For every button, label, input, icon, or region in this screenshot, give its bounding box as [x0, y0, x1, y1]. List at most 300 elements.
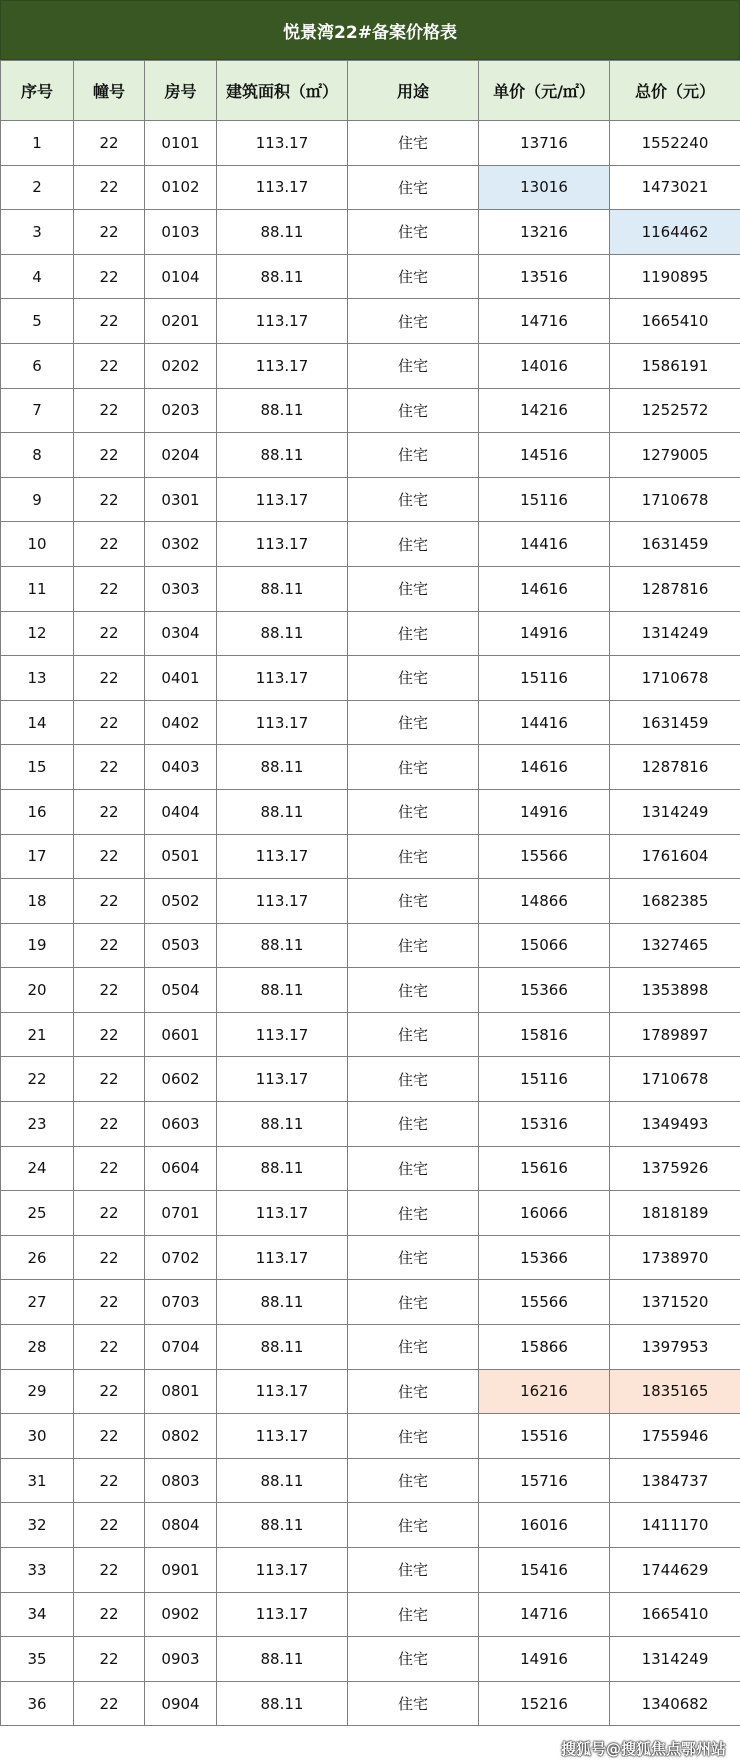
cell-unit-price: 14916 — [479, 1637, 610, 1682]
cell-unit-price: 13516 — [479, 254, 610, 299]
cell-usage: 住宅 — [348, 789, 479, 834]
cell-area: 88.11 — [217, 433, 348, 478]
cell-unit-price: 14716 — [479, 299, 610, 344]
cell-index: 4 — [1, 254, 74, 299]
cell-building: 22 — [74, 879, 145, 924]
table-row — [1, 1503, 740, 1548]
cell-area: 113.17 — [217, 1548, 348, 1593]
cell-total-price: 1375926 — [610, 1146, 740, 1191]
cell-total-price: 1755946 — [610, 1414, 740, 1459]
cell-total-price: 1710678 — [610, 1057, 740, 1102]
cell-area: 113.17 — [217, 879, 348, 924]
table-row — [1, 210, 740, 255]
cell-usage: 住宅 — [348, 1369, 479, 1414]
cell-usage: 住宅 — [348, 1458, 479, 1503]
cell-room: 0904 — [145, 1681, 217, 1726]
cell-index: 22 — [1, 1057, 74, 1102]
cell-usage: 住宅 — [348, 165, 479, 210]
cell-index: 24 — [1, 1146, 74, 1191]
cell-room: 0503 — [145, 923, 217, 968]
table-row — [1, 968, 740, 1013]
cell-building: 22 — [74, 522, 145, 567]
table-row — [1, 1280, 740, 1325]
cell-index: 16 — [1, 789, 74, 834]
cell-usage: 住宅 — [348, 1325, 479, 1370]
cell-usage: 住宅 — [348, 433, 479, 478]
cell-index: 35 — [1, 1637, 74, 1682]
cell-unit-price: 15566 — [479, 1280, 610, 1325]
cell-building: 22 — [74, 1414, 145, 1459]
cell-area: 113.17 — [217, 165, 348, 210]
cell-building: 22 — [74, 1012, 145, 1057]
cell-area: 88.11 — [217, 388, 348, 433]
cell-total-price: 1411170 — [610, 1503, 740, 1548]
table-row — [1, 834, 740, 879]
cell-room: 0601 — [145, 1012, 217, 1057]
cell-total-price: 1789897 — [610, 1012, 740, 1057]
cell-building: 22 — [74, 834, 145, 879]
cell-building: 22 — [74, 611, 145, 656]
cell-unit-price: 15066 — [479, 923, 610, 968]
cell-index: 27 — [1, 1280, 74, 1325]
cell-index: 11 — [1, 566, 74, 611]
table-row — [1, 343, 740, 388]
cell-room: 0302 — [145, 522, 217, 567]
cell-index: 12 — [1, 611, 74, 656]
cell-room: 0602 — [145, 1057, 217, 1102]
watermark: 搜狐号@搜狐焦点鄂州站 — [560, 1740, 726, 1758]
cell-area: 113.17 — [217, 834, 348, 879]
cell-room: 0702 — [145, 1235, 217, 1280]
cell-usage: 住宅 — [348, 745, 479, 790]
cell-unit-price: 13716 — [479, 121, 610, 166]
table-row — [1, 656, 740, 701]
cell-usage: 住宅 — [348, 879, 479, 924]
cell-index: 26 — [1, 1235, 74, 1280]
cell-index: 25 — [1, 1191, 74, 1236]
table-row — [1, 254, 740, 299]
cell-usage: 住宅 — [348, 343, 479, 388]
cell-usage: 住宅 — [348, 1191, 479, 1236]
table-row — [1, 923, 740, 968]
cell-unit-price: 14916 — [479, 789, 610, 834]
cell-building: 22 — [74, 121, 145, 166]
cell-total-price: 1349493 — [610, 1102, 740, 1147]
cell-area: 113.17 — [217, 299, 348, 344]
cell-unit-price: 14866 — [479, 879, 610, 924]
cell-building: 22 — [74, 1102, 145, 1147]
cell-unit-price: 14716 — [479, 1592, 610, 1637]
cell-building: 22 — [74, 700, 145, 745]
cell-total-price: 1314249 — [610, 611, 740, 656]
cell-building: 22 — [74, 210, 145, 255]
price-table — [0, 60, 740, 1726]
table-row — [1, 1681, 740, 1726]
cell-unit-price: 15616 — [479, 1146, 610, 1191]
header-row — [1, 61, 740, 121]
cell-area: 88.11 — [217, 1325, 348, 1370]
cell-index: 32 — [1, 1503, 74, 1548]
cell-total-price: 1835165 — [610, 1369, 740, 1414]
cell-index: 1 — [1, 121, 74, 166]
cell-usage: 住宅 — [348, 1280, 479, 1325]
cell-usage: 住宅 — [348, 522, 479, 567]
header-building: 幢号 — [74, 61, 145, 121]
cell-total-price: 1552240 — [610, 121, 740, 166]
table-row — [1, 388, 740, 433]
table-row — [1, 1191, 740, 1236]
cell-area: 88.11 — [217, 254, 348, 299]
cell-area: 113.17 — [217, 343, 348, 388]
table-row — [1, 121, 740, 166]
cell-total-price: 1631459 — [610, 522, 740, 567]
cell-index: 13 — [1, 656, 74, 701]
cell-usage: 住宅 — [348, 656, 479, 701]
cell-building: 22 — [74, 299, 145, 344]
cell-index: 9 — [1, 477, 74, 522]
cell-room: 0203 — [145, 388, 217, 433]
header-index: 序号 — [1, 61, 74, 121]
cell-unit-price: 15116 — [479, 477, 610, 522]
cell-area: 113.17 — [217, 656, 348, 701]
cell-index: 5 — [1, 299, 74, 344]
table-row — [1, 879, 740, 924]
cell-index: 7 — [1, 388, 74, 433]
cell-area: 113.17 — [217, 1592, 348, 1637]
cell-total-price: 1744629 — [610, 1548, 740, 1593]
cell-room: 0303 — [145, 566, 217, 611]
table-row — [1, 165, 740, 210]
cell-index: 15 — [1, 745, 74, 790]
table-row — [1, 522, 740, 567]
table-row — [1, 700, 740, 745]
cell-usage: 住宅 — [348, 700, 479, 745]
cell-usage: 住宅 — [348, 834, 479, 879]
cell-total-price: 1710678 — [610, 477, 740, 522]
cell-building: 22 — [74, 566, 145, 611]
cell-room: 0701 — [145, 1191, 217, 1236]
table-row — [1, 1458, 740, 1503]
table-row — [1, 1592, 740, 1637]
cell-building: 22 — [74, 789, 145, 834]
cell-room: 0801 — [145, 1369, 217, 1414]
cell-total-price: 1473021 — [610, 165, 740, 210]
cell-area: 113.17 — [217, 700, 348, 745]
cell-unit-price: 15116 — [479, 656, 610, 701]
cell-usage: 住宅 — [348, 477, 479, 522]
header-area: 建筑面积（㎡） — [217, 61, 348, 121]
table-title: 悦景湾22#备案价格表 — [0, 0, 740, 60]
cell-building: 22 — [74, 1325, 145, 1370]
cell-building: 22 — [74, 1637, 145, 1682]
cell-usage: 住宅 — [348, 1146, 479, 1191]
cell-room: 0604 — [145, 1146, 217, 1191]
cell-room: 0703 — [145, 1280, 217, 1325]
cell-total-price: 1665410 — [610, 299, 740, 344]
cell-total-price: 1314249 — [610, 1637, 740, 1682]
cell-room: 0304 — [145, 611, 217, 656]
cell-room: 0402 — [145, 700, 217, 745]
cell-usage: 住宅 — [348, 1681, 479, 1726]
table-row — [1, 477, 740, 522]
cell-index: 21 — [1, 1012, 74, 1057]
cell-total-price: 1586191 — [610, 343, 740, 388]
cell-area: 113.17 — [217, 1057, 348, 1102]
cell-unit-price: 15816 — [479, 1012, 610, 1057]
header-total-price: 总价（元） — [610, 61, 740, 121]
cell-total-price: 1353898 — [610, 968, 740, 1013]
cell-unit-price: 14616 — [479, 566, 610, 611]
cell-total-price: 1397953 — [610, 1325, 740, 1370]
cell-total-price: 1761604 — [610, 834, 740, 879]
table-body — [1, 121, 740, 1726]
cell-area: 88.11 — [217, 1637, 348, 1682]
cell-unit-price: 15116 — [479, 1057, 610, 1102]
cell-area: 88.11 — [217, 923, 348, 968]
cell-area: 113.17 — [217, 1235, 348, 1280]
table-row — [1, 1012, 740, 1057]
cell-total-price: 1287816 — [610, 745, 740, 790]
cell-building: 22 — [74, 1057, 145, 1102]
cell-index: 10 — [1, 522, 74, 567]
cell-room: 0301 — [145, 477, 217, 522]
cell-unit-price: 15866 — [479, 1325, 610, 1370]
cell-index: 14 — [1, 700, 74, 745]
cell-total-price: 1327465 — [610, 923, 740, 968]
cell-unit-price: 14916 — [479, 611, 610, 656]
cell-area: 113.17 — [217, 1191, 348, 1236]
cell-building: 22 — [74, 1681, 145, 1726]
cell-unit-price: 14016 — [479, 343, 610, 388]
cell-usage: 住宅 — [348, 1057, 479, 1102]
header-room: 房号 — [145, 61, 217, 121]
cell-unit-price: 15716 — [479, 1458, 610, 1503]
cell-room: 0603 — [145, 1102, 217, 1147]
cell-index: 19 — [1, 923, 74, 968]
cell-index: 31 — [1, 1458, 74, 1503]
cell-total-price: 1384737 — [610, 1458, 740, 1503]
cell-room: 0104 — [145, 254, 217, 299]
cell-room: 0201 — [145, 299, 217, 344]
cell-area: 113.17 — [217, 1012, 348, 1057]
cell-total-price: 1631459 — [610, 700, 740, 745]
cell-area: 88.11 — [217, 1503, 348, 1548]
cell-index: 29 — [1, 1369, 74, 1414]
cell-usage: 住宅 — [348, 1637, 479, 1682]
table-row — [1, 566, 740, 611]
cell-usage: 住宅 — [348, 968, 479, 1013]
cell-room: 0202 — [145, 343, 217, 388]
cell-room: 0204 — [145, 433, 217, 478]
cell-index: 17 — [1, 834, 74, 879]
cell-room: 0103 — [145, 210, 217, 255]
cell-room: 0504 — [145, 968, 217, 1013]
header-unit-price: 单价（元/㎡） — [479, 61, 610, 121]
cell-usage: 住宅 — [348, 388, 479, 433]
cell-building: 22 — [74, 1235, 145, 1280]
cell-index: 6 — [1, 343, 74, 388]
cell-usage: 住宅 — [348, 1235, 479, 1280]
cell-unit-price: 16216 — [479, 1369, 610, 1414]
cell-building: 22 — [74, 343, 145, 388]
cell-unit-price: 14416 — [479, 522, 610, 567]
cell-area: 88.11 — [217, 1102, 348, 1147]
cell-room: 0403 — [145, 745, 217, 790]
cell-area: 113.17 — [217, 121, 348, 166]
cell-unit-price: 15566 — [479, 834, 610, 879]
cell-usage: 住宅 — [348, 1012, 479, 1057]
header-usage: 用途 — [348, 61, 479, 121]
cell-room: 0502 — [145, 879, 217, 924]
cell-building: 22 — [74, 745, 145, 790]
cell-index: 28 — [1, 1325, 74, 1370]
cell-area: 88.11 — [217, 789, 348, 834]
cell-area: 88.11 — [217, 1458, 348, 1503]
cell-unit-price: 13216 — [479, 210, 610, 255]
cell-index: 3 — [1, 210, 74, 255]
cell-room: 0902 — [145, 1592, 217, 1637]
table-row — [1, 433, 740, 478]
cell-building: 22 — [74, 1503, 145, 1548]
cell-usage: 住宅 — [348, 611, 479, 656]
cell-building: 22 — [74, 923, 145, 968]
cell-total-price: 1710678 — [610, 656, 740, 701]
cell-area: 88.11 — [217, 210, 348, 255]
cell-room: 0903 — [145, 1637, 217, 1682]
cell-building: 22 — [74, 1369, 145, 1414]
cell-total-price: 1287816 — [610, 566, 740, 611]
cell-index: 30 — [1, 1414, 74, 1459]
table-row — [1, 789, 740, 834]
table-row — [1, 1548, 740, 1593]
cell-room: 0704 — [145, 1325, 217, 1370]
table-row — [1, 1057, 740, 1102]
cell-area: 88.11 — [217, 566, 348, 611]
cell-building: 22 — [74, 1458, 145, 1503]
cell-building: 22 — [74, 254, 145, 299]
cell-area: 88.11 — [217, 611, 348, 656]
table-row — [1, 299, 740, 344]
cell-building: 22 — [74, 1592, 145, 1637]
table-row — [1, 1637, 740, 1682]
cell-usage: 住宅 — [348, 121, 479, 166]
cell-usage: 住宅 — [348, 210, 479, 255]
cell-room: 0901 — [145, 1548, 217, 1593]
table-row — [1, 1325, 740, 1370]
cell-index: 2 — [1, 165, 74, 210]
cell-usage: 住宅 — [348, 254, 479, 299]
cell-unit-price: 14416 — [479, 700, 610, 745]
cell-total-price: 1738970 — [610, 1235, 740, 1280]
cell-building: 22 — [74, 477, 145, 522]
cell-room: 0802 — [145, 1414, 217, 1459]
cell-usage: 住宅 — [348, 1414, 479, 1459]
cell-index: 20 — [1, 968, 74, 1013]
cell-total-price: 1190895 — [610, 254, 740, 299]
cell-unit-price: 16016 — [479, 1503, 610, 1548]
cell-index: 33 — [1, 1548, 74, 1593]
cell-building: 22 — [74, 165, 145, 210]
cell-area: 88.11 — [217, 968, 348, 1013]
cell-unit-price: 14516 — [479, 433, 610, 478]
table-row — [1, 1369, 740, 1414]
table-row — [1, 1235, 740, 1280]
cell-room: 0401 — [145, 656, 217, 701]
table-row — [1, 611, 740, 656]
cell-usage: 住宅 — [348, 1503, 479, 1548]
table-row — [1, 1414, 740, 1459]
cell-unit-price: 15316 — [479, 1102, 610, 1147]
cell-total-price: 1252572 — [610, 388, 740, 433]
cell-unit-price: 15366 — [479, 1235, 610, 1280]
cell-unit-price: 15516 — [479, 1414, 610, 1459]
cell-building: 22 — [74, 1280, 145, 1325]
table-row — [1, 1146, 740, 1191]
cell-building: 22 — [74, 656, 145, 701]
cell-usage: 住宅 — [348, 923, 479, 968]
cell-usage: 住宅 — [348, 566, 479, 611]
cell-usage: 住宅 — [348, 1592, 479, 1637]
cell-total-price: 1279005 — [610, 433, 740, 478]
cell-index: 8 — [1, 433, 74, 478]
table-row — [1, 1102, 740, 1147]
cell-unit-price: 13016 — [479, 165, 610, 210]
cell-total-price: 1682385 — [610, 879, 740, 924]
cell-building: 22 — [74, 433, 145, 478]
cell-unit-price: 15416 — [479, 1548, 610, 1593]
cell-total-price: 1164462 — [610, 210, 740, 255]
cell-index: 36 — [1, 1681, 74, 1726]
cell-unit-price: 15216 — [479, 1681, 610, 1726]
cell-building: 22 — [74, 388, 145, 433]
cell-total-price: 1818189 — [610, 1191, 740, 1236]
cell-building: 22 — [74, 1191, 145, 1236]
cell-room: 0102 — [145, 165, 217, 210]
cell-usage: 住宅 — [348, 299, 479, 344]
cell-building: 22 — [74, 968, 145, 1013]
cell-area: 113.17 — [217, 522, 348, 567]
cell-area: 113.17 — [217, 477, 348, 522]
cell-room: 0501 — [145, 834, 217, 879]
cell-index: 23 — [1, 1102, 74, 1147]
cell-usage: 住宅 — [348, 1548, 479, 1593]
cell-total-price: 1340682 — [610, 1681, 740, 1726]
cell-area: 88.11 — [217, 1146, 348, 1191]
cell-unit-price: 14216 — [479, 388, 610, 433]
cell-total-price: 1371520 — [610, 1280, 740, 1325]
cell-room: 0804 — [145, 1503, 217, 1548]
cell-total-price: 1665410 — [610, 1592, 740, 1637]
cell-unit-price: 15366 — [479, 968, 610, 1013]
cell-area: 113.17 — [217, 1369, 348, 1414]
cell-building: 22 — [74, 1146, 145, 1191]
cell-unit-price: 14616 — [479, 745, 610, 790]
cell-unit-price: 16066 — [479, 1191, 610, 1236]
cell-index: 18 — [1, 879, 74, 924]
cell-area: 113.17 — [217, 1414, 348, 1459]
cell-room: 0803 — [145, 1458, 217, 1503]
cell-room: 0404 — [145, 789, 217, 834]
cell-area: 88.11 — [217, 745, 348, 790]
cell-room: 0101 — [145, 121, 217, 166]
cell-area: 88.11 — [217, 1681, 348, 1726]
cell-index: 34 — [1, 1592, 74, 1637]
cell-total-price: 1314249 — [610, 789, 740, 834]
cell-area: 88.11 — [217, 1280, 348, 1325]
cell-building: 22 — [74, 1548, 145, 1593]
table-row — [1, 745, 740, 790]
cell-usage: 住宅 — [348, 1102, 479, 1147]
